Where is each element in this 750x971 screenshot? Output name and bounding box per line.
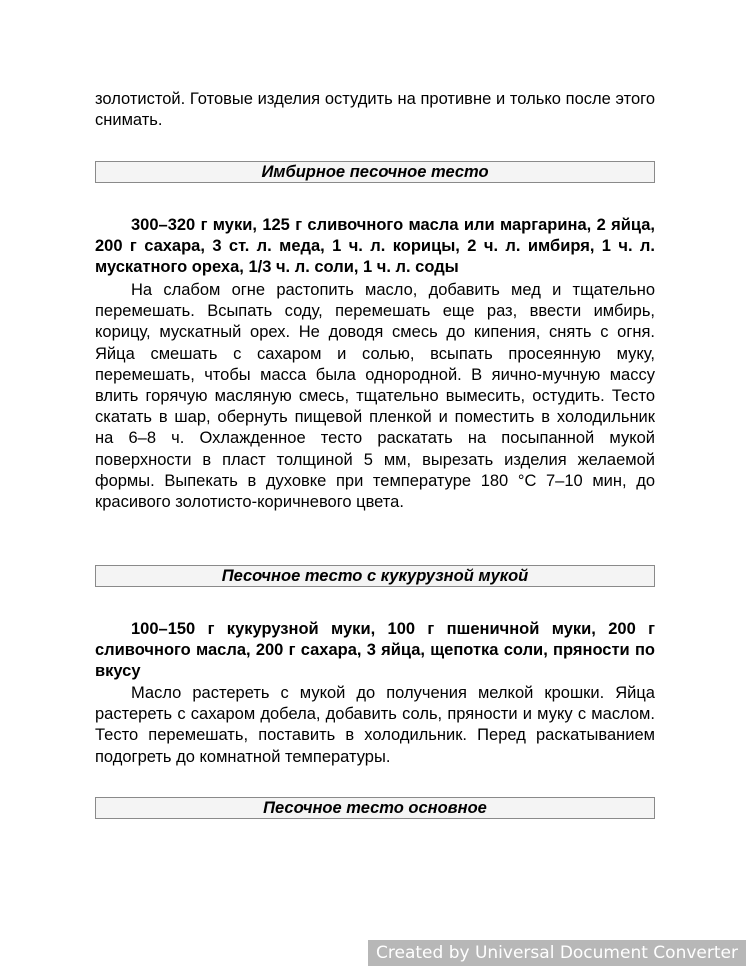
ingredients-paragraph-corn: 100–150 г кукурузной муки, 100 г пшеничной муки, 200 г сливочного масла, 200 г сахара, 3 яйца, щепотка соли, пряности по вкусу: [95, 620, 655, 681]
body-paragraph: золотистой. Готовые изделия остудить на противне и только после этого снимать.: [95, 90, 655, 130]
instructions-paragraph-corn: Масло растереть с мукой до получения мелкой крошки. Яйца растереть с сахаром добела, добавить соль, пряности и муку с маслом. Тесто перемешать, поставить в холодильник. Перед раскатыванием подогреть до комнатной температуры.: [95, 684, 655, 766]
section-heading-ginger: Имбирное песочное тесто: [95, 161, 655, 183]
ingredients-paragraph-ginger: 300–320 г муки, 125 г сливочного масла или маргарина, 2 яйца, 200 г сахара, 3 ст. л. меда, 1 ч. л. корицы, 2 ч. л. имбиря, 1 ч. л. мускатного ореха, 1/3 ч. л. соли, 1 ч. л. соды: [95, 216, 655, 277]
converter-watermark: Created by Universal Document Converter: [368, 940, 746, 966]
section-heading-basic: Песочное тесто основное: [95, 797, 655, 819]
instructions-paragraph-ginger: На слабом огне растопить масло, добавить мед и тщательно перемешать. Всыпать соду, перемешать еще раз, ввести имбирь, корицу, мускатный орех. Не доводя смесь до кипения, снять с огня. Яйца смешать с сахаром и солью, всыпать просеянную муку, перемешать, чтобы масса была однородной. В яично-мучную массу влить горячую масляную смесь, тщательно вымесить, остудить. Тесто скатать в шар, обернуть пищевой пленкой и поместить в холодильник на 6–8 ч. Охлажденное тесто раскатать на посыпанной мукой поверхности в пласт толщиной 5 мм, вырезать изделия желаемой формы. Выпекать в духовке при температуре 180 °С 7–10 мин, до красивого золотисто-коричневого цвета.: [95, 281, 655, 512]
section-heading-corn: Песочное тесто с кукурузной мукой: [95, 565, 655, 587]
